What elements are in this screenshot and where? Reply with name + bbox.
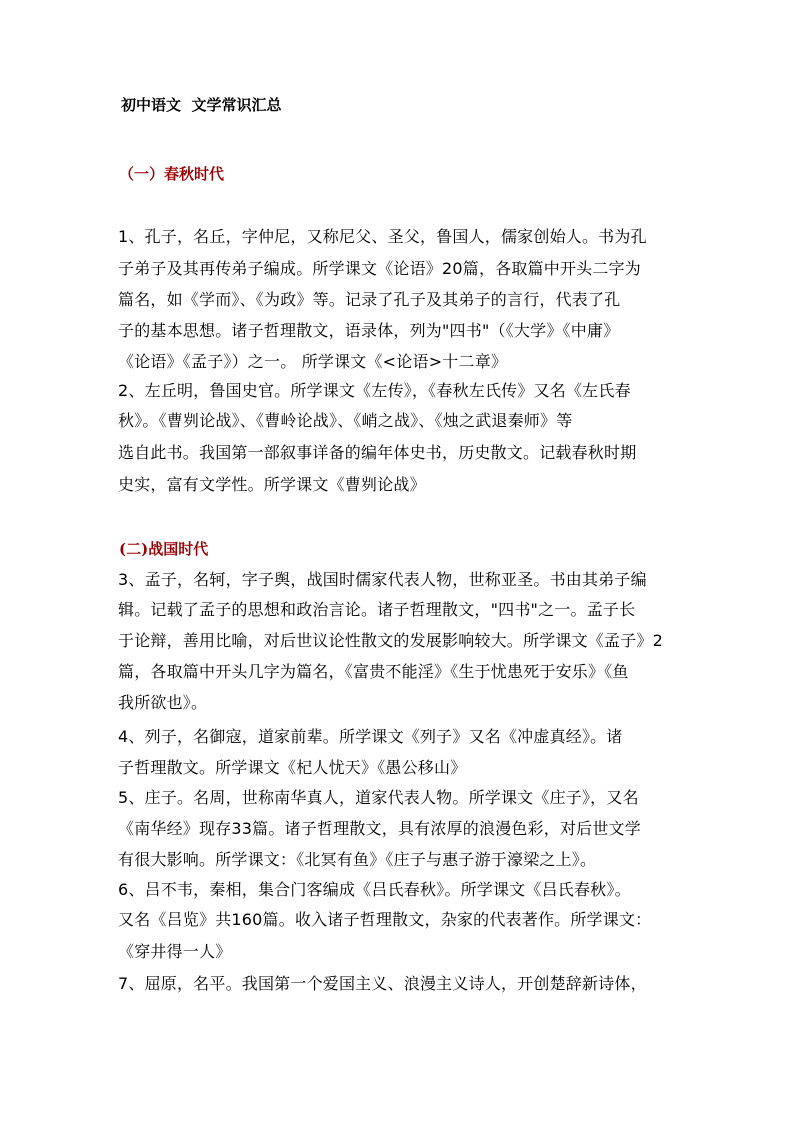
section-heading-zhanguo: (二)战国时代	[119, 540, 209, 558]
paragraph-line: 史实，富有文学性。所学课文《曹刿论战》	[118, 475, 426, 494]
paragraph-line: 《穿井得一人》	[118, 942, 232, 961]
paragraph-line: 我所欲也》。	[118, 693, 208, 712]
section-heading-chunqiu: （一）春秋时代	[119, 165, 225, 183]
paragraph-line: 3、孟子，名轲，字子舆，战国时儒家代表人物，世称亚圣。书由其弟子编	[118, 570, 647, 589]
paragraph-line: 子弟子及其再传弟子编成。所学课文《论语》20篇，各取篇中开头二字为	[118, 259, 641, 278]
paragraph-line: 篇名，如《学而》、《为政》等。记录了孔子及其弟子的言行，代表了孔	[118, 290, 621, 309]
paragraph-line: 有很大影响。所学课文：《北冥有鱼》《庄子与惠子游于濠梁之上》。	[118, 850, 597, 869]
paragraph-line: 7、屈原，名平。我国第一个爱国主义、浪漫主义诗人，开创楚辞新诗体，	[118, 974, 647, 993]
paragraph-line: 1、孔子，名丘，字仲尼，又称尼父、圣父，鲁国人，儒家创始人。书为孔	[118, 227, 647, 246]
paragraph-line: 《南华经》现存33篇。诸子哲理散文，具有浓厚的浪漫色彩，对后世文学	[118, 819, 641, 838]
paragraph-line: 篇，各取篇中开头几字为篇名，《富贵不能淫》《生于忧患死于安乐》《鱼	[118, 662, 629, 681]
paragraph-line: 5、庄子。名周，世称南华真人，道家代表人物。所学课文《庄子》，又名	[118, 788, 639, 807]
paragraph-line: 又名《吕览》共160篇。收入诸子哲理散文，杂家的代表著作。所学课文：	[118, 910, 652, 929]
paragraph-line: 选自此书。我国第一部叙事详备的编年体史书，历史散文。记载春秋时期	[118, 443, 637, 462]
paragraph-line: 秋》。《曹刿论战》、《曹岭论战》、《峭之战》、《烛之武退秦师》等	[118, 411, 573, 430]
paragraph-line: 辑。记载了孟子的思想和政治言论。诸子哲理散文，"四书"之一。孟子长	[118, 600, 636, 619]
document-title: 初中语文 文学常识汇总	[121, 96, 282, 114]
paragraph-line: 子哲理散文。所学课文《杞人忧天》《愚公移山》	[118, 758, 467, 777]
paragraph-line: 于论辩，善用比喻，对后世议论性散文的发展影响较大。所学课文《孟子》2	[118, 631, 663, 650]
paragraph-line: 2、左丘明，鲁国史官。所学课文《左传》，《春秋左氏传》又名《左氏春	[118, 381, 631, 400]
paragraph-line: 4、列子，名御寇，道家前辈。所学课文《列子》又名《冲虚真经》。诸	[118, 727, 623, 746]
paragraph-line: 6、吕不韦，秦相，集合门客编成《吕氏春秋》。所学课文《吕氏春秋》。	[118, 880, 631, 899]
paragraph-line: 子的基本思想。诸子哲理散文，语录体，列为"四书"（《大学》《中庸》	[118, 321, 620, 340]
paragraph-line: 《论语》《孟子》）之一。 所学课文《<论语>十二章》	[118, 352, 508, 371]
